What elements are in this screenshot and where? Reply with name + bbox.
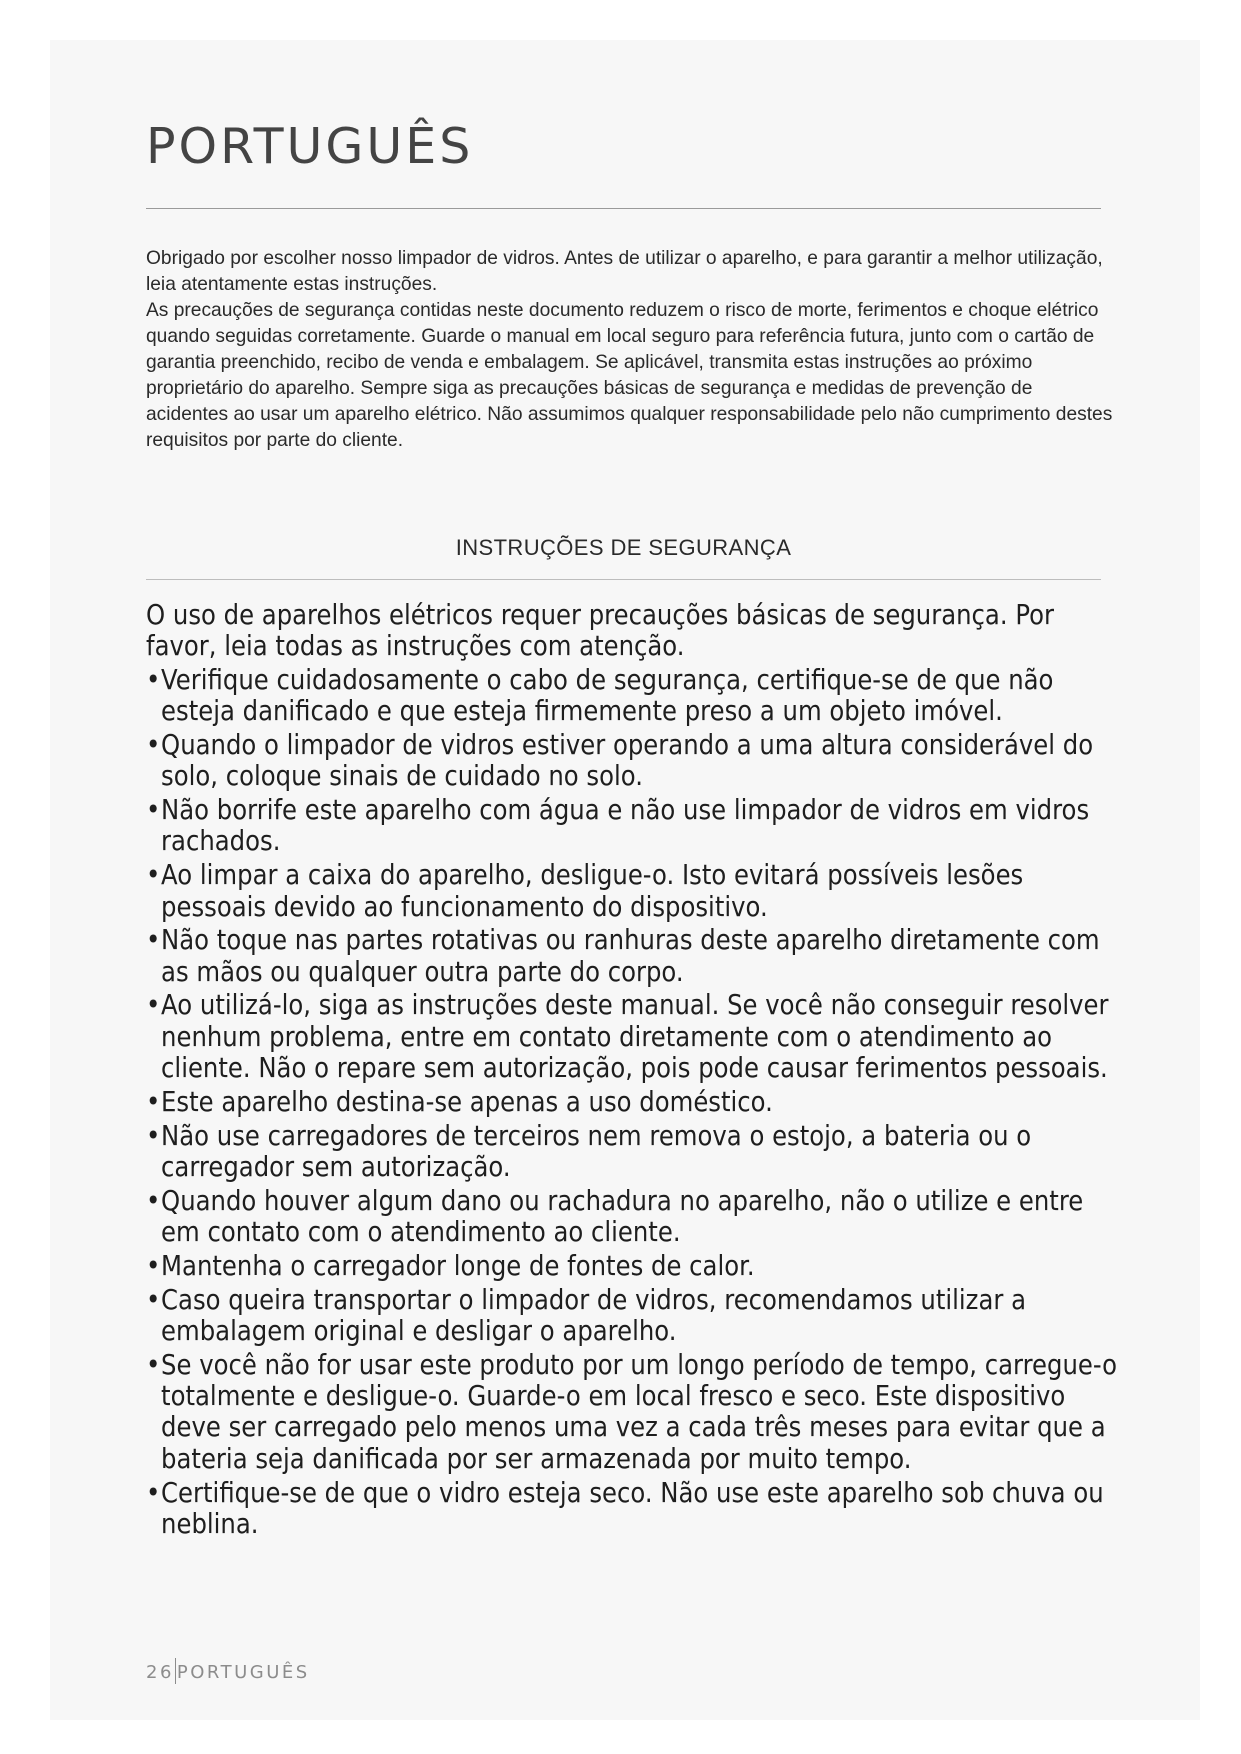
list-item <box>146 1350 1120 1476</box>
list-item-text: Ao utilizá-lo, siga as instruções deste manual. Se você não conseguir resolver nenhum problema, entre em contato diretamente com o atendimento ao cliente. Não o repare sem autorização, pois pode causar ferimentos pessoais. <box>161 989 1109 1085</box>
title-divider <box>146 208 1101 209</box>
bullet-icon: • <box>146 794 161 827</box>
list-item-text: Ao limpar a caixa do aparelho, desligue-o. Isto evitará possíveis lesões pessoais devido ao funcionamento do dispositivo. <box>161 859 1024 923</box>
bullet-icon: • <box>146 1184 161 1217</box>
intro-paragraph-1: Obrigado por escolher nosso limpador de vidros. Antes de utilizar o aparelho, e para garantir a melhor utilização, leia atentamente estas instruções. <box>146 248 1103 295</box>
bullet-icon: • <box>146 1085 161 1118</box>
bullet-icon: • <box>146 1249 161 1282</box>
page-number: 26 <box>146 1662 174 1683</box>
bullet-icon: • <box>146 1119 161 1152</box>
list-item <box>146 1186 1120 1249</box>
list-item <box>146 1251 1120 1282</box>
bullet-icon: • <box>146 989 161 1022</box>
safety-instructions <box>146 600 1120 1543</box>
bullet-icon: • <box>146 924 161 957</box>
bullet-icon: • <box>146 1283 161 1316</box>
page-footer <box>146 1658 310 1684</box>
list-item <box>146 1087 1120 1118</box>
list-item-text: Não borrife este aparelho com água e não use limpador de vidros em vidros rachados. <box>161 794 1090 858</box>
section-divider <box>146 579 1101 580</box>
safety-list <box>146 665 1120 1541</box>
list-item-text: Não toque nas partes rotativas ou ranhuras deste aparelho diretamente com as mãos ou qualquer outra parte do corpo. <box>161 924 1100 988</box>
section-heading: INSTRUÇÕES DE SEGURANÇA <box>455 535 792 560</box>
list-item-text: Se você não for usar este produto por um longo período de tempo, carregue-o totalmente e desligue-o. Guarde-o em local fresco e seco. Este dispositivo deve ser carregado pelo menos uma vez a cada três meses para evitar que a bateria seja danificada por ser armazenada por muito tempo. <box>161 1348 1118 1475</box>
bullet-icon: • <box>146 1476 161 1509</box>
list-item-text: Não use carregadores de terceiros nem remova o estojo, a bateria ou o carregador sem autorização. <box>161 1119 1032 1183</box>
list-item-text: Verifique cuidadosamente o cabo de segurança, certifique-se de que não esteja danificado e que esteja firmemente preso a um objeto imóvel. <box>161 663 1054 728</box>
list-item <box>146 1121 1120 1184</box>
list-item <box>146 795 1120 858</box>
bullet-icon: • <box>146 728 161 761</box>
page-title: PORTUGUÊS <box>146 118 474 175</box>
bullet-icon: • <box>146 859 161 892</box>
footer-separator <box>175 1658 176 1684</box>
safety-lead: O uso de aparelhos elétricos requer precauções básicas de segurança. Por favor, leia todas as instruções com atenção. <box>146 599 1055 663</box>
list-item <box>146 860 1120 923</box>
footer-section-label: PORTUGUÊS <box>176 1662 310 1683</box>
list-item <box>146 1285 1120 1348</box>
intro-paragraph-2: As precauções de segurança contidas neste documento reduzem o risco de morte, ferimentos e choque elétrico quando seguidas corretamente. Guarde o manual em local seguro para referência futura, junto com o cartão de garantia preenchido, recibo de venda e embalagem. Se aplicável, transmita estas instruções ao próximo proprietário do aparelho. Sempre siga as precauções básicas de segurança e medidas de prevenção de acidentes ao usar um aparelho elétrico. Não assumimos qualquer responsabilidade pelo não cumprimento destes requisitos por parte do cliente. <box>146 300 1113 451</box>
list-item-text: Mantenha o carregador longe de fontes de calor. <box>161 1249 755 1282</box>
list-item-text: Quando o limpador de vidros estiver operando a uma altura considerável do solo, coloque sinais de cuidado no solo. <box>161 728 1094 793</box>
list-item <box>146 925 1120 988</box>
bullet-icon: • <box>146 1348 161 1381</box>
list-item-text: Caso queira transportar o limpador de vidros, recomendamos utilizar a embalagem original e desligar o aparelho. <box>161 1283 1027 1347</box>
list-item <box>146 1478 1120 1541</box>
list-item <box>146 730 1120 793</box>
list-item-text: Certifique-se de que o vidro esteja seco. Não use este aparelho sob chuva ou neblina. <box>161 1476 1104 1540</box>
intro-text <box>146 246 1116 454</box>
bullet-icon: • <box>146 663 161 696</box>
list-item-text: Quando houver algum dano ou rachadura no aparelho, não o utilize e entre em contato com o atendimento ao cliente. <box>161 1184 1084 1249</box>
list-item <box>146 990 1120 1084</box>
list-item <box>146 665 1120 728</box>
list-item-text: Este aparelho destina-se apenas a uso doméstico. <box>161 1085 773 1118</box>
